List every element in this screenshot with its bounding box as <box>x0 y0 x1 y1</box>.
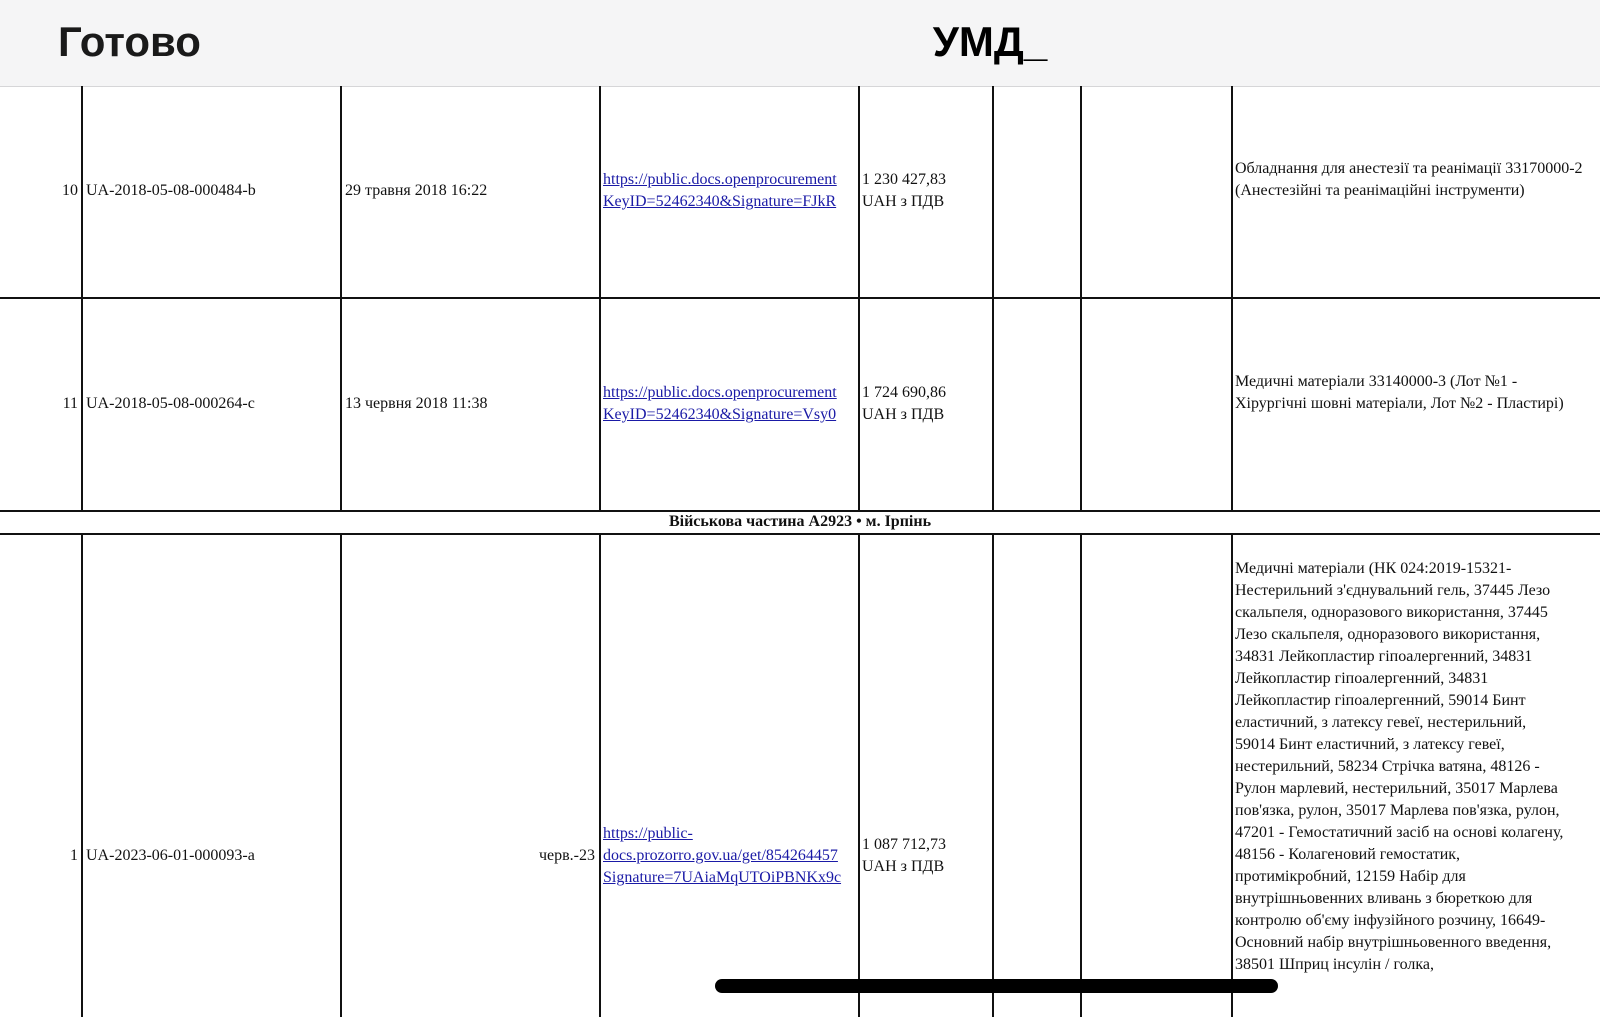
amount <box>862 169 990 213</box>
grid-line <box>599 534 601 1017</box>
done-button[interactable]: Готово <box>58 18 201 65</box>
amount-currency: UAH з ПДВ <box>862 406 945 423</box>
item-description: Медичні матеріали (НК 024:2019-15321- Нестерильний з'єднувальний гель, 37445 Лезо скальпеля, одноразового використання, 37445 Лезо скальпеля, одноразового використання, 34831 Лейкопластир гіпоалергенний, 34831 Лейкопластир гіпоалергенний, 34831 Лейкопластир гіпоалергенний, 59014 Бинт еластичний, з латексу гевеї, нестерильний, 59014 Бинт еластичний, з латексу гевеї, нестерильний, 58234 Стрічка ватяна, 48126 - Рулон марлевий, нестерильний, 35017 Марлева пов'язка, рулон, 35017 Марлева пов'язка, рулон, 47201 - Гемостатичний засіб на основі колагену, 48156 - Колагеновий гемостатик, протимікробний, 12159 Набір для внутрішньовенних вливань з бюреткою для контролю об'єму інфузійного розчину, 16649-Основний набір внутрішньовенного введення, 38501 Шприц інсулін / голка, <box>1235 560 1564 973</box>
grid-line <box>81 534 83 1017</box>
spreadsheet[interactable] <box>0 86 1600 1017</box>
procurement-id: UA-2023-06-01-000093-a <box>86 847 255 864</box>
grid-line <box>1080 534 1082 1017</box>
procurement-date: 13 червня 2018 11:38 <box>345 395 488 412</box>
grid-line <box>340 534 342 1017</box>
document-link[interactable] <box>603 382 857 426</box>
amount-value: 1 230 427,83 <box>862 171 946 188</box>
grid-line <box>0 533 1600 535</box>
grid-line <box>858 534 860 1017</box>
amount-currency: UAH з ПДВ <box>862 193 945 210</box>
grid-line <box>992 534 994 1017</box>
amount <box>862 834 990 878</box>
item-description: Медичні матеріали 33140000-3 (Лот №1 - Хірургічні шовні матеріали, Лот №2 - Пластирі) <box>1235 373 1564 412</box>
row-number: 10 <box>62 182 78 199</box>
document-link-line[interactable]: https://public- <box>603 825 693 842</box>
row-number: 11 <box>62 395 78 412</box>
procurement-date: 29 травня 2018 16:22 <box>345 182 488 199</box>
amount <box>862 382 990 426</box>
procurement-id: UA-2018-05-08-000484-b <box>86 182 256 199</box>
top-bar <box>0 0 1600 87</box>
item-description: Обладнання для анестезії та реанімації 33170000-2 (Анестезійні та реанімаційні інструменти) <box>1235 160 1583 199</box>
document-link-line[interactable]: Signature=7UAiaMqUTOiPBNKx9c <box>603 869 842 886</box>
document-link[interactable] <box>603 823 859 889</box>
document-link-line[interactable]: KeyID=52462340&Signature=FJkR <box>603 193 837 210</box>
document-title: УМД_ <box>932 18 1048 65</box>
row-number: 1 <box>70 847 78 864</box>
amount-currency: UAH з ПДВ <box>862 858 945 875</box>
procurement-date: черв.-23 <box>538 847 595 864</box>
document-link-line[interactable]: https://public.docs.openprocurement <box>603 384 837 401</box>
horizontal-scroll-indicator[interactable] <box>715 979 1278 993</box>
grid-line <box>1231 534 1233 1017</box>
document-link-line[interactable]: docs.prozorro.gov.ua/get/854264457 <box>603 847 838 864</box>
document-link[interactable] <box>603 169 857 213</box>
section-header: Військова частина А2923 • м. Ірпінь <box>668 513 932 530</box>
procurement-id: UA-2018-05-08-000264-c <box>86 395 255 412</box>
grid-line <box>0 297 1600 299</box>
document-link-line[interactable]: https://public.docs.openprocurement <box>603 171 837 188</box>
document-link-line[interactable]: KeyID=52462340&Signature=Vsy0 <box>603 406 837 423</box>
amount-value: 1 724 690,86 <box>862 384 946 401</box>
amount-value: 1 087 712,73 <box>862 836 946 853</box>
